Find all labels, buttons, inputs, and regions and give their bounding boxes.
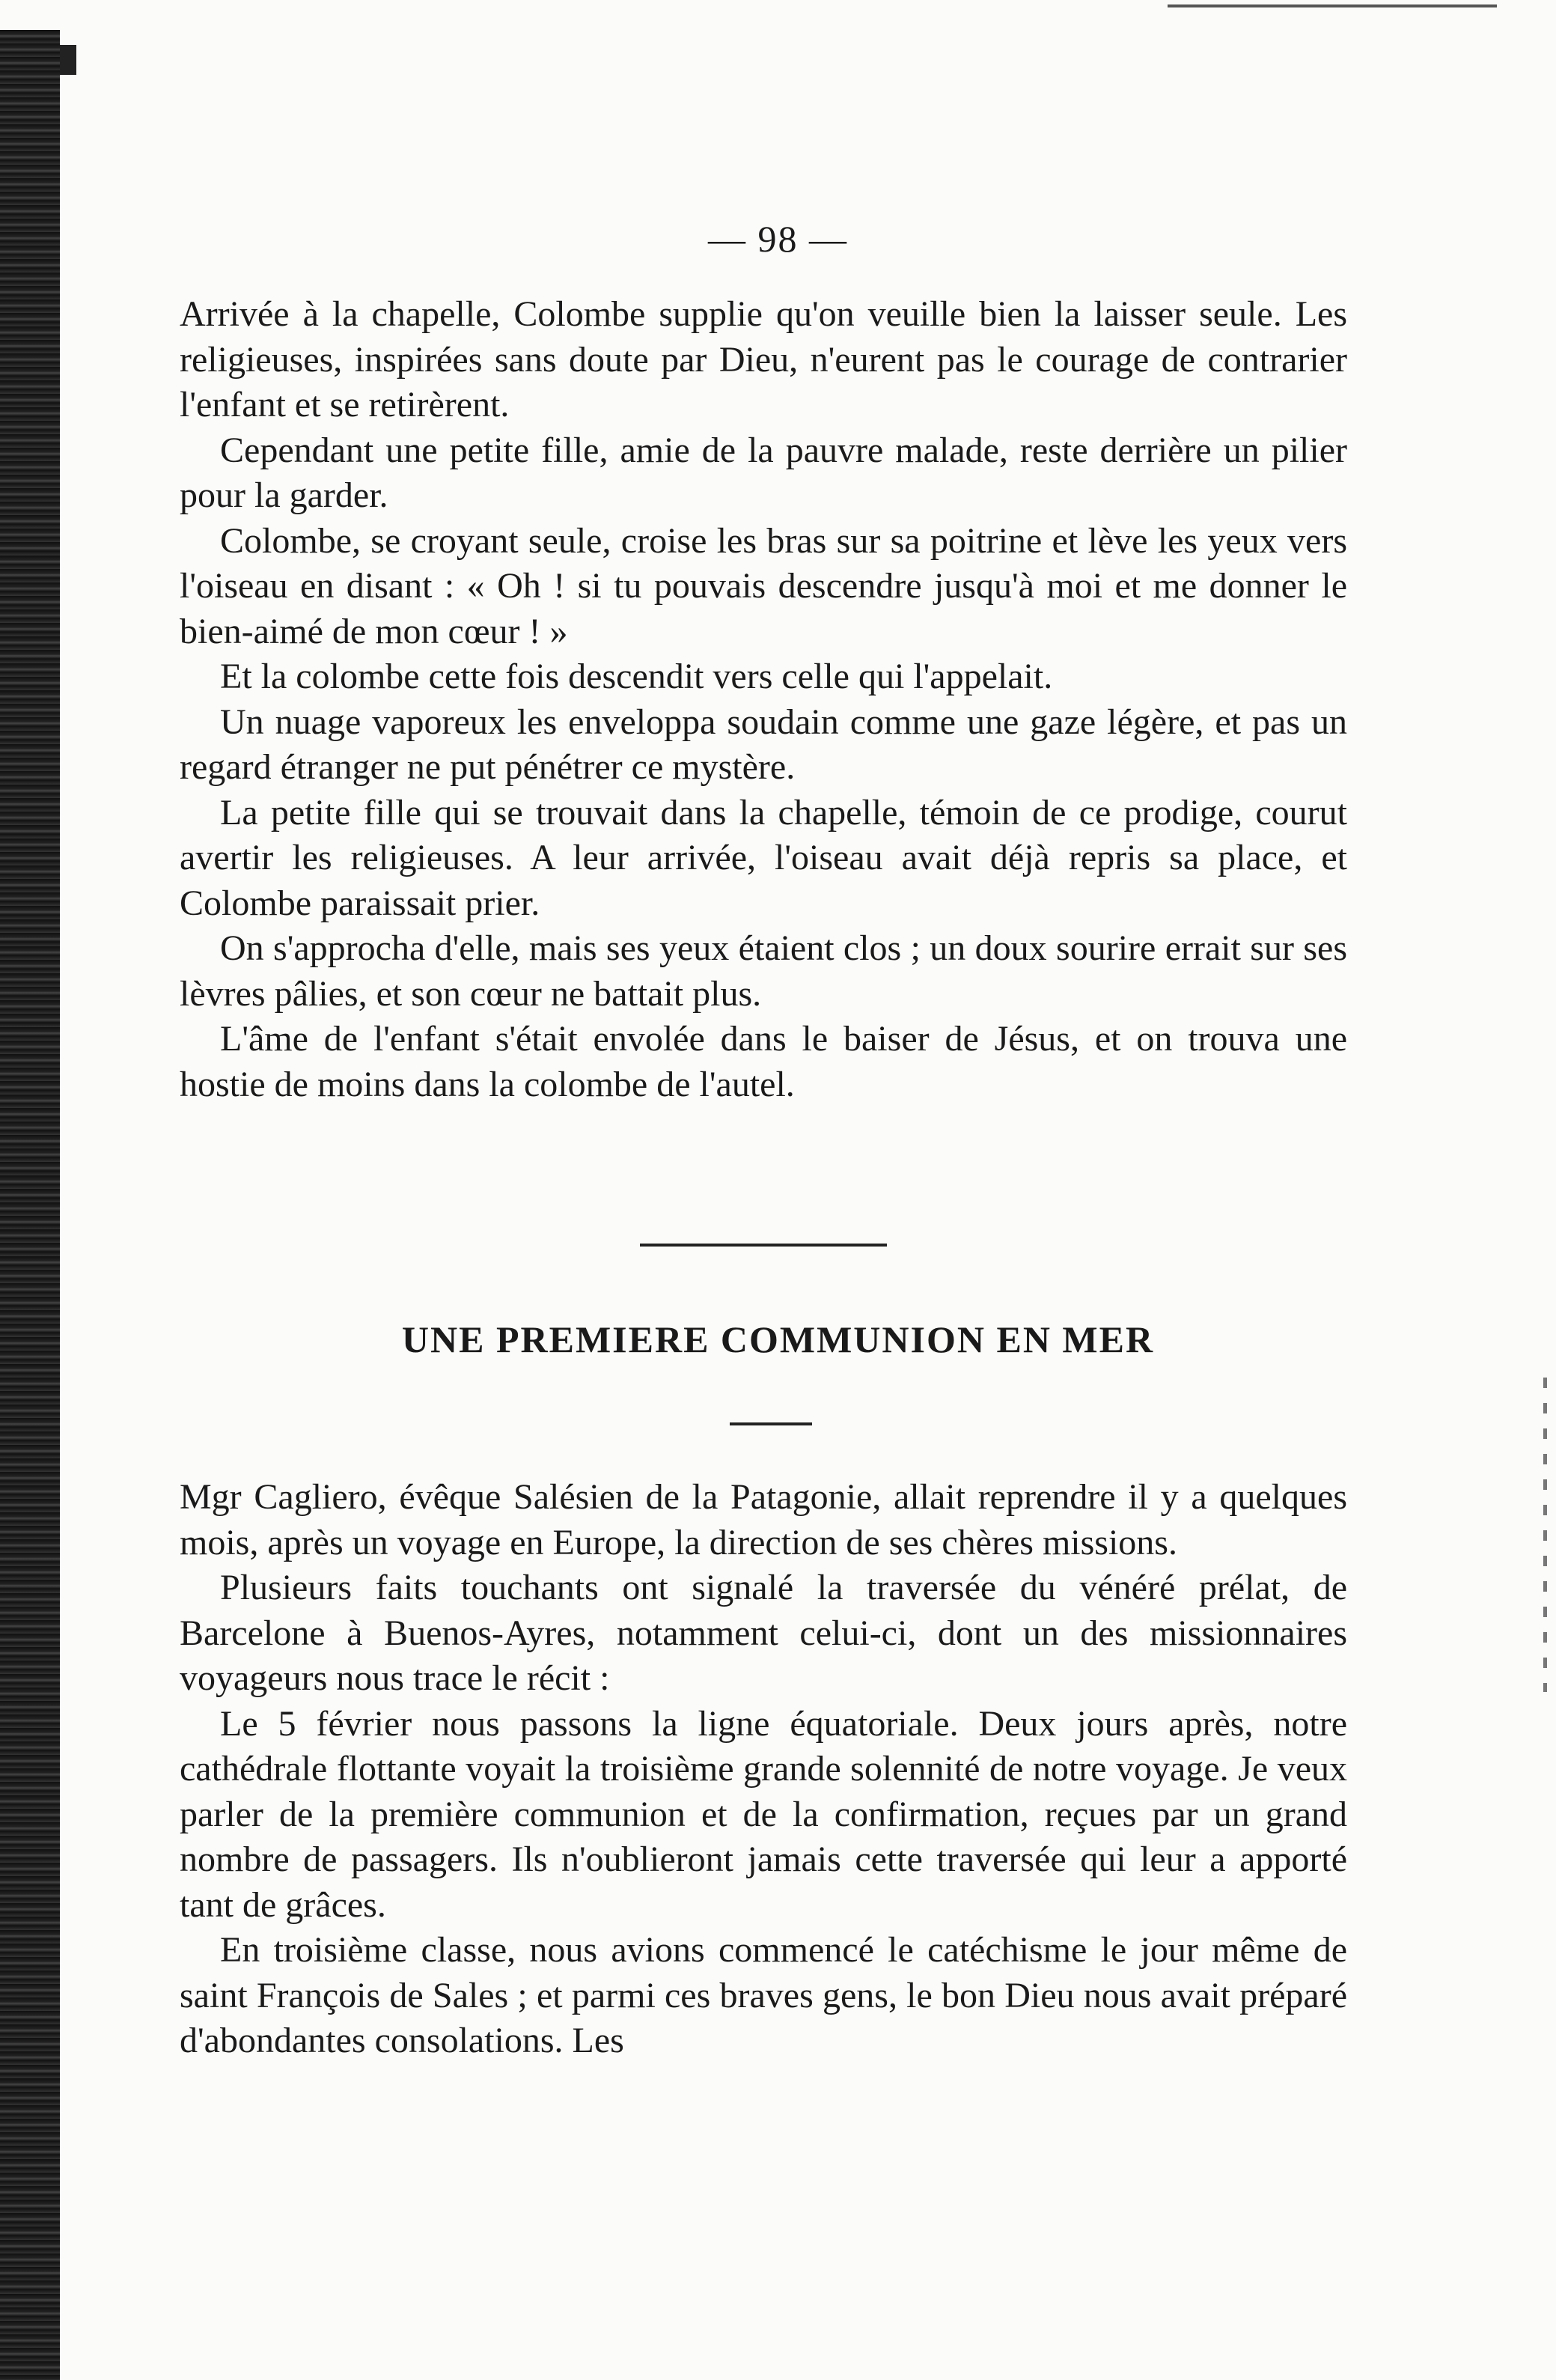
- paragraph: Le 5 février nous passons la ligne équatoriale. Deux jours après, notre cathédrale flottante voyait la troisième grande solennité de notre voyage. Je veux parler de la première communion et de la confirmation, reçues par un grand nombre de passagers. Ils n'oublieront jamais cette traversée qui leur a apporté tant de grâces.: [180, 1703, 1347, 1925]
- paragraph: Arrivée à la chapelle, Colombe supplie qu'on veuille bien la laisser seule. Les religieuses, inspirées sans doute par Dieu, n'eurent pas le courage de contrarier l'enfant et se retirèrent.: [180, 294, 1347, 424]
- paragraph: Mgr Cagliero, évêque Salésien de la Patagonie, allait reprendre il y a quelques mois, après un voyage en Europe, la direction de ses chères missions.: [180, 1477, 1347, 1562]
- paragraph: En troisième classe, nous avions commencé le catéchisme le jour même de saint François de Sales ; et parmi ces braves gens, le bon Dieu nous avait préparé d'abondantes consolations. Les: [180, 1930, 1347, 2060]
- paragraph: Un nuage vaporeux les enveloppa soudain comme une gaze légère, et pas un regard étranger ne put pénétrer ce mystère.: [180, 701, 1347, 787]
- paragraph: Et la colombe cette fois descendit vers celle qui l'appelait.: [220, 657, 1053, 696]
- paragraph: Plusieurs faits touchants ont signalé la traversée du vénéré prélat, de Barcelone à Buenos-Ayres, notamment celui-ci, dont un des missionnaires voyageurs nous trace le récit :: [180, 1568, 1347, 1698]
- page-number: — 98 —: [708, 218, 848, 260]
- paragraph: Cependant une petite fille, amie de la pauvre malade, reste derrière un pilier pour la garder.: [180, 430, 1347, 515]
- scan-top-edge: [1168, 4, 1497, 7]
- section-title: UNE PREMIERE COMMUNION EN MER: [401, 1318, 1155, 1360]
- binding-notch: [60, 45, 76, 75]
- paragraph: L'âme de l'enfant s'était envolée dans le baiser de Jésus, et on trouva une hostie de moins dans la colombe de l'autel.: [180, 1019, 1347, 1104]
- story-end-text: [180, 292, 1347, 1107]
- scan-right-edge: [1543, 1378, 1547, 1692]
- section-divider: [640, 1244, 887, 1247]
- paragraph: Colombe, se croyant seule, croise les bras sur sa poitrine et lève les yeux vers l'oiseau en disant : « Oh ! si tu pouvais descendre jusqu'à moi et me donner le bien-aimé de mon cœur ! »: [180, 520, 1347, 651]
- paragraph: On s'approcha d'elle, mais ses yeux étaient clos ; un doux sourire errait sur ses lèvres pâlies, et son cœur ne battait plus.: [180, 928, 1347, 1014]
- paragraph: La petite fille qui se trouvait dans la chapelle, témoin de ce prodige, courut avertir les religieuses. A leur arrivée, l'oiseau avait déjà repris sa place, et Colombe paraissait prier.: [180, 792, 1347, 923]
- page-binding-shadow: [0, 30, 60, 2380]
- section-text: [180, 1475, 1347, 2064]
- title-underline: [730, 1422, 812, 1425]
